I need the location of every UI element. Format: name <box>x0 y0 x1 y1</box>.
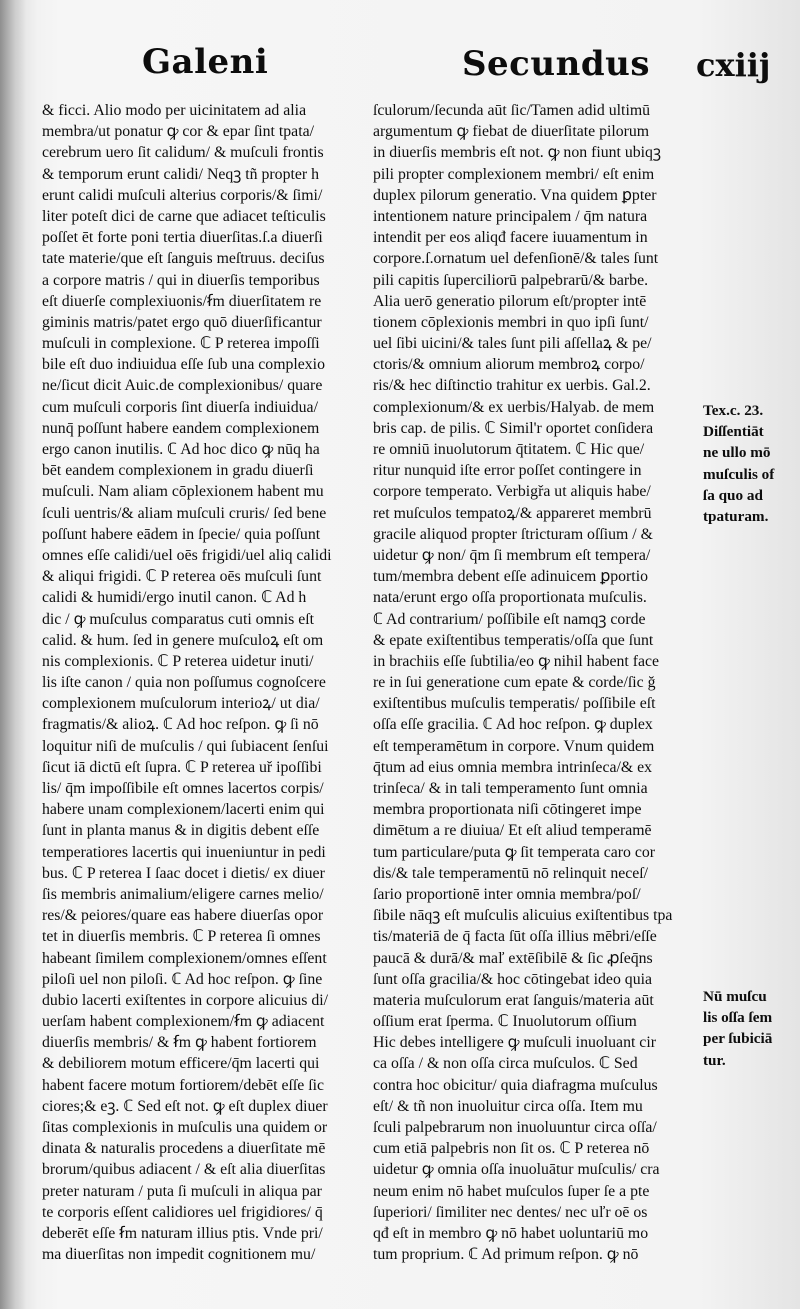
text-line: in brachiis eſſe ſubtilia/eo ꝙ nihil habent face <box>373 652 660 670</box>
margin-note-line: per ſubiciā <box>703 1030 773 1048</box>
text-line: nunq̄ poſſunt habere eandem complexionem <box>42 419 320 437</box>
text-line: intendit per eos aliqđ facere iuuamentum in <box>373 229 648 247</box>
text-line: diuerſis membris/ & ẜm ꝙ habent fortiorem <box>42 1034 317 1052</box>
text-line: tet in diuerſis membris. ℂ P reterea ſi omnes <box>42 928 321 946</box>
text-line: q̄tum ad eius omnia membra intrinſeca/& ex <box>373 758 652 776</box>
text-line: & aliqui frigidi. ℂ P reterea oēs muſculi ſunt <box>42 568 322 586</box>
text-line: tis/materiā de q̄ facta ſūt oſſa illius mēbri/eſſe <box>373 928 657 946</box>
text-line: dinata & naturalis procedens a diuerſitate mē <box>42 1140 326 1158</box>
text-line: omnes eſſe calidi/uel oēs frigidi/uel aliq calidi <box>42 546 332 564</box>
text-line: tionem cōplexionis membri in quo ipſi ſunt/ <box>373 313 649 331</box>
text-line: paucā & durā/& maľ extēſibilē & ſic ꝓſeq̄ns <box>373 949 653 967</box>
left-text-column <box>42 100 358 1265</box>
margin-note-line: lis oſſa ſem <box>703 1009 773 1027</box>
text-line: ſculi palpebrarum non inuoluuntur circa oſſa/ <box>373 1119 657 1136</box>
text-line: ret muſculos tempatoꝝ/& appareret membrū <box>373 504 652 522</box>
text-line: dis/& tale temperamentū nō relinquit neceſ/ <box>373 864 649 882</box>
text-line: habere unam complexionem/lacerti enim qui <box>42 801 325 819</box>
text-line: bus. ℂ P reterea I ſaac docet i dietis/ ex diuer <box>42 864 325 882</box>
text-line: poſſet ēt forte poni tertia diuerſitas.ſ.a diuerſi <box>42 229 323 247</box>
text-line: fragmatis/& alioꝝ. ℂ Ad hoc reſpon. ꝙ ſi nō <box>42 716 319 734</box>
text-line: uel ſibi uicini/& tales ſunt pili aſſellaꝝ & pe/ <box>373 335 652 353</box>
text-line: eſt temperamētum in corpore. Vnum quidem <box>373 737 655 755</box>
text-line: eſt/ & tñ non inuoluitur circa oſſa. Item mu <box>373 1097 643 1115</box>
text-line: dubio lacerti exiſtentes in corpore alicuius di/ <box>42 991 329 1009</box>
text-line: ca oſſa / & non oſſa circa muſculos. ℂ Sed <box>373 1055 638 1073</box>
text-line: materia muſculorum erat ſanguis/materia aūt <box>373 991 654 1009</box>
gutter-shadow <box>0 0 26 1309</box>
text-line: dimētum a re diuiua/ Et eſt aliud temperamē <box>373 822 652 840</box>
text-line: preter naturam / puta ſi muſculi in aliqua par <box>42 1182 322 1200</box>
margin-note-line: Tex.c. 23. <box>703 402 764 419</box>
text-line: temperatiores lacertis qui inueniuntur in pedi <box>42 843 326 861</box>
text-line: poſſunt habere eādem in ſpecie/ quia poſſunt <box>42 525 321 543</box>
folio-number: cxiij <box>696 46 771 84</box>
text-line: intentionem nature principalem / q̄m natura <box>373 207 648 225</box>
text-line: te corporis eſſent calidiores uel frigidiores/ q̄ <box>42 1203 323 1221</box>
text-line: uidetur ꝙ non/ q̄m ſi membrum eſt tempera/ <box>373 546 651 564</box>
text-line: tum/membra debent eſſe adinuicem ꝑportio <box>373 568 648 586</box>
margin-note-line: tpaturam. <box>703 507 769 525</box>
text-line: ſculi uentris/& aliam muſculi cruris/ ſed bene <box>42 504 327 522</box>
text-line: giminis matris/patet ergo quō diuerſificantur <box>42 313 322 331</box>
text-line: nis complexionis. ℂ P reterea uidetur inuti/ <box>42 652 314 670</box>
text-line: ſicut iā dictū eſt ſupra. ℂ P reterea uř ipoſſibi <box>42 758 322 776</box>
text-line: gracile aliquod propter ſtricturam oſſium / & <box>373 525 653 543</box>
text-line: in diuerſis membris eſt not. ꝙ non fiunt ubiqꝫ <box>373 144 662 162</box>
text-line: tum proprium. ℂ Ad primum reſpon. ꝙ nō <box>373 1246 639 1264</box>
text-line: neum enim nō habet muſculos ſuper ſe a pte <box>373 1182 650 1200</box>
text-line: ſunt in planta manus & in digitis debent eſſe <box>42 822 320 840</box>
margin-note-bones <box>703 987 772 1072</box>
text-line: calid. & hum. ſed in genere muſculoꝝ eſt om <box>42 631 324 649</box>
text-line: cum etiā palpebris non ſit os. ℂ P reterea nō <box>373 1140 650 1158</box>
text-line: & ficci. Alio modo per uicinitatem ad alia <box>42 102 307 119</box>
margin-note-line: tur. <box>703 1051 726 1069</box>
text-line: bile eſt duo indiuidua eſſe ſub una complexio <box>42 356 325 374</box>
text-line: deberēt eſſe ẜm naturam illius ptis. Vnde pri/ <box>42 1224 323 1242</box>
text-line: bris cap. de pilis. ℂ Simil'r oportet conſidera <box>373 419 654 437</box>
text-line: re omniū inuolutorum q̄titatem. ℂ Hic que/ <box>373 441 645 458</box>
text-line: lis iſte canon / quia non poſſumus cognoſcere <box>42 674 326 692</box>
text-line: contra hoc obicitur/ quia diafragma muſculus <box>373 1076 658 1094</box>
text-line: ritur nunquid iſte error poſſet contingere in <box>373 462 642 480</box>
text-line: liter poteſt dici de carne que adiacet teſticulis <box>42 207 326 225</box>
margin-note-line: Diſſentiāt <box>703 423 764 441</box>
text-line: trinſeca/ & in tali temperamento ſunt omnia <box>373 780 648 797</box>
text-line: ergo canon inutilis. ℂ Ad hoc dico ꝙ nūq ha <box>42 441 320 458</box>
text-line: ſario proportionē inter omnia membra/poſ/ <box>373 885 641 903</box>
text-line: habeant ſimilem complexionem/omnes eſſent <box>42 949 327 967</box>
text-line: ris/& hec diſtinctio trahitur ex uerbis. Gal.2. <box>373 377 651 395</box>
text-line: complexionem muſculorum interioꝝ/ ut dia/ <box>42 695 320 713</box>
text-line: ſibile nāqꝫ eſt muſculis alicuius exiſtentibus tpa <box>373 907 673 925</box>
text-line: exiſtentibus muſculis temperatis/ poſſibile eſt <box>373 695 656 713</box>
text-line: lis/ q̄m impoſſibile eſt omnes lacertos corpis/ <box>42 780 324 797</box>
text-line: loquitur niſi de muſculis / qui ſubiacent ſenſui <box>42 737 329 755</box>
text-line: ne/ſicut dicit Auic.de complexionibus/ quare <box>42 377 323 395</box>
margin-note-line: muſculis of <box>703 465 775 483</box>
text-line: pili propter complexionem membri/ eſt enim <box>373 165 655 183</box>
text-line: ſunt oſſa gracilia/& hoc cōtingebat ideo quia <box>373 970 652 988</box>
right-text-column <box>373 100 691 1265</box>
text-line: a corpore matris / qui in diuerſis temporibus <box>42 271 320 289</box>
text-line: oſſium erat ſperma. ℂ Inuolutorum oſſium <box>373 1013 637 1031</box>
text-line: cum muſculi corporis ſint diuerſa indiuidua/ <box>42 398 318 416</box>
text-line: ℂ Ad contrarium/ poſſibile eſt namqꝫ corde <box>373 610 646 628</box>
text-line: erunt calidi muſculi alterius corporis/& ſimi/ <box>42 186 323 204</box>
text-line: ſculorum/ſecunda aūt ſic/Tamen adid ultimū <box>373 102 651 119</box>
text-line: & debiliorem motum efficere/q̄m lacerti qui <box>42 1055 320 1073</box>
running-head-left: Galeni <box>142 42 269 82</box>
running-head <box>0 40 800 92</box>
text-line: ciores;& eꝫ. ℂ Sed eſt not. ꝙ eſt duplex diuer <box>42 1097 328 1115</box>
text-line: habent facere motum fortiorem/debēt eſſe ſic <box>42 1076 325 1094</box>
text-line: uerſam habent complexionem/ẜm ꝙ adiacent <box>42 1013 325 1031</box>
text-line: cerebrum uero ſit calidum/ & muſculi frontis <box>42 144 324 162</box>
margin-note-line: Nū muſcu <box>703 988 767 1005</box>
text-line: ſis membris animalium/eligere carnes melio/ <box>42 885 324 903</box>
text-line: bēt eandem complexionem in gradu diuerſi <box>42 462 314 480</box>
text-line: ſitas complexionis in muſculis una quidem or <box>42 1119 328 1136</box>
text-line: res/& peiores/quare eas habere diuerſas opor <box>42 907 324 925</box>
running-head-center: Secundus <box>462 44 650 84</box>
text-line: calidi & humidi/ergo inutil canon. ℂ Ad h <box>42 589 307 607</box>
text-line: corpore temperato. Verbigřa ut aliquis habe/ <box>373 483 651 501</box>
margin-note-line: ne ullo mō <box>703 444 771 462</box>
text-line: ma diuerſitas non impedit cognitionem mu/ <box>42 1246 316 1264</box>
text-line: muſculi in complexione. ℂ P reterea impoſſi <box>42 335 320 353</box>
text-line: tum particulare/puta ꝙ ſit temperata caro cor <box>373 843 656 861</box>
text-line: membra/ut ponatur ꝙ cor & epar ſint tpata/ <box>42 123 314 141</box>
text-line: & temporum erunt calidi/ Neqꝫ tñ propter h <box>42 165 319 183</box>
margin-note-line: ſa quo ad <box>703 486 763 504</box>
text-line: membra proportionata niſi cōtingeret impe <box>373 801 642 819</box>
text-line: argumentum ꝙ fiebat de diuerſitate pilorum <box>373 123 650 141</box>
text-line: nata/erunt ergo oſſa proportionata muſculis. <box>373 589 647 607</box>
text-line: eſt diuerſe complexiuonis/ẜm diuerſitatem re <box>42 292 322 310</box>
text-line: uidetur ꝙ omnia oſſa inuoluātur muſculis/ cra <box>373 1161 660 1179</box>
text-line: ctoris/& omnium aliorum membroꝝ corpo/ <box>373 356 645 374</box>
text-line: oſſa eſſe gracilia. ℂ Ad hoc reſpon. ꝙ duplex <box>373 716 653 734</box>
text-line: brorum/quibus adiacent / & eſt alia diuerſitas <box>42 1161 326 1179</box>
text-line: Hic debes intelligere ꝙ muſculi inuoluant cir <box>373 1034 656 1052</box>
text-line: dic / ꝙ muſculus comparatus cuti omnis eſt <box>42 610 315 628</box>
text-line: ſuperiori/ ſimiliter nec dentes/ nec uľr oē os <box>373 1203 648 1221</box>
margin-note-text-reference <box>703 401 774 528</box>
text-line: muſculi. Nam aliam cōplexionem habent mu <box>42 483 324 501</box>
text-line: complexionum/& ex uerbis/Halyab. de mem <box>373 398 655 416</box>
text-line: corpore.ſ.ornatum uel defenſionē/& tales ſunt <box>373 250 659 268</box>
text-line: & epate exiſtentibus temperatis/oſſa que ſunt <box>373 631 654 649</box>
text-line: Alia uerō generatio pilorum eſt/propter intē <box>373 292 647 310</box>
text-line: piloſi uel non piloſi. ℂ Ad hoc reſpon. ꝙ ſine <box>42 970 323 988</box>
text-line: re in ſui generatione cum epate & corde/ſic ğ <box>373 674 656 692</box>
text-line: qđ eſt in membro ꝙ nō habet uoluntariū mo <box>373 1224 649 1242</box>
text-line: pili capitis ſuperciliorū palpebrarū/& barbe. <box>373 271 649 289</box>
text-line: tate materie/que eſt ſanguis meſtruus. deciſus <box>42 250 325 268</box>
text-line: duplex pilorum generatio. Vna quidem ꝑpter <box>373 186 657 204</box>
